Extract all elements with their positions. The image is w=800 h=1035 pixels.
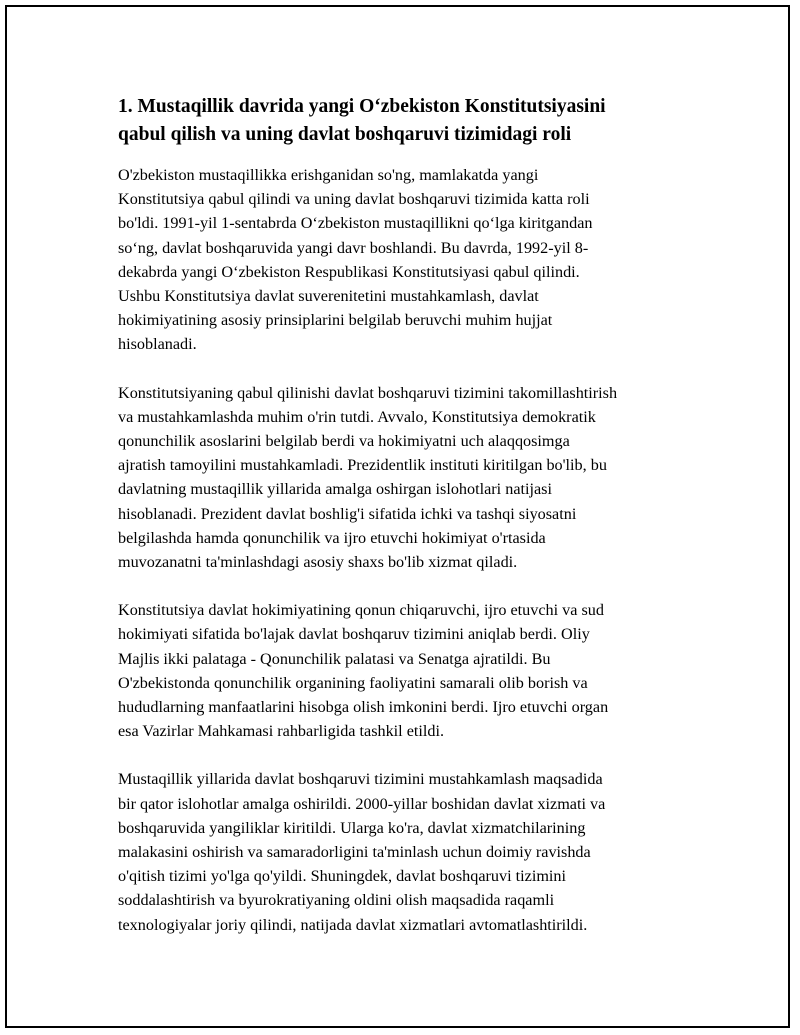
document-title: 1. Mustaqillik davrida yangi O‘zbekiston Konstitutsiyasini qabul qilish va uning davlat boshqaruvi tizimidagi roli [118, 96, 606, 145]
paragraph-3: Konstitutsiya davlat hokimiyatining qonun chiqaruvchi, ijro etuvchi va sud hokimiyati sifatida bo'lajak davlat boshqaruv tizimini aniqlab berdi. Oliy Majlis ikki palataga - Qonunchilik palatasi va Senatga ajratildi. Bu O'zbekistonda qonunchilik organining faoliyatini samarali olib borish va hududlarning manfaatlarini hisobga olish imkonini berdi. Ijro etuvchi organ esa Vazirlar Mahkamasi rahbarligida tashkil etildi. [118, 601, 609, 741]
paragraph-4: Mustaqillik yillarida davlat boshqaruvi tizimini mustahkamlash maqsadida bir qator islohotlar amalga oshirildi. 2000-yillar boshidan davlat xizmati va boshqaruvida yangiliklar kiritildi. Ularga ko'ra, davlat xizmatchilarining malakasini oshirish va samaradorligini ta'minlash uchun doimiy ravishda o'qitish tizimi yo'lga qo'yildi. Shuningdek, davlat boshqaruvi tizimini soddalashtirish va byurokratiyaning oldini olish maqsadida raqamli texnologiyalar joriy qilindi, natijada davlat xizmatlari avtomatlashtirildi. [118, 770, 606, 934]
paragraph-2: Konstitutsiyaning qabul qilinishi davlat boshqaruvi tizimini takomillashtirish va mustahkamlashda muhim o'rin tutdi. Avvalo, Konstitutsiya demokratik qonunchilik asoslarini belgilab berdi va hokimiyatni uch alaqqosimga ajratish tamoyilini mustahkamladi. Prezidentlik instituti kiritilgan bo'lib, bu davlatning mustaqillik yillarida amalga oshirgan islohotlari natijasi hisoblanadi. Prezident davlat boshlig'i sifatida ichki va tashqi siyosatni belgilashda hamda qonunchilik va ijro etuvchi hokimiyat o'rtasida muvozanatni ta'minlashdagi asosiy shaxs bo'lib xizmat qiladi. [118, 383, 618, 572]
paragraph-1: O'zbekiston mustaqillikka erishganidan so'ng, mamlakatda yangi Konstitutsiya qabul qilindi va uning davlat boshqaruvi tizimida katta roli bo'ldi. 1991-yil 1-sentabrda O‘zbekiston mustaqillikni qo‘lga kiritgandan so‘ng, davlat boshqaruvida yangi davr boshlandi. Bu davrda, 1992-yil 8- dekabrda yangi O‘zbekiston Respublikasi Konstitutsiyasi qabul qilindi. Ushbu Konstitutsiya davlat suverenitetini mustahkamlash, davlat hokimiyatining asosiy prinsiplarini belgilab beruvchi muhim hujjat hisoblanadi. [118, 166, 593, 354]
document-body [118, 93, 693, 961]
